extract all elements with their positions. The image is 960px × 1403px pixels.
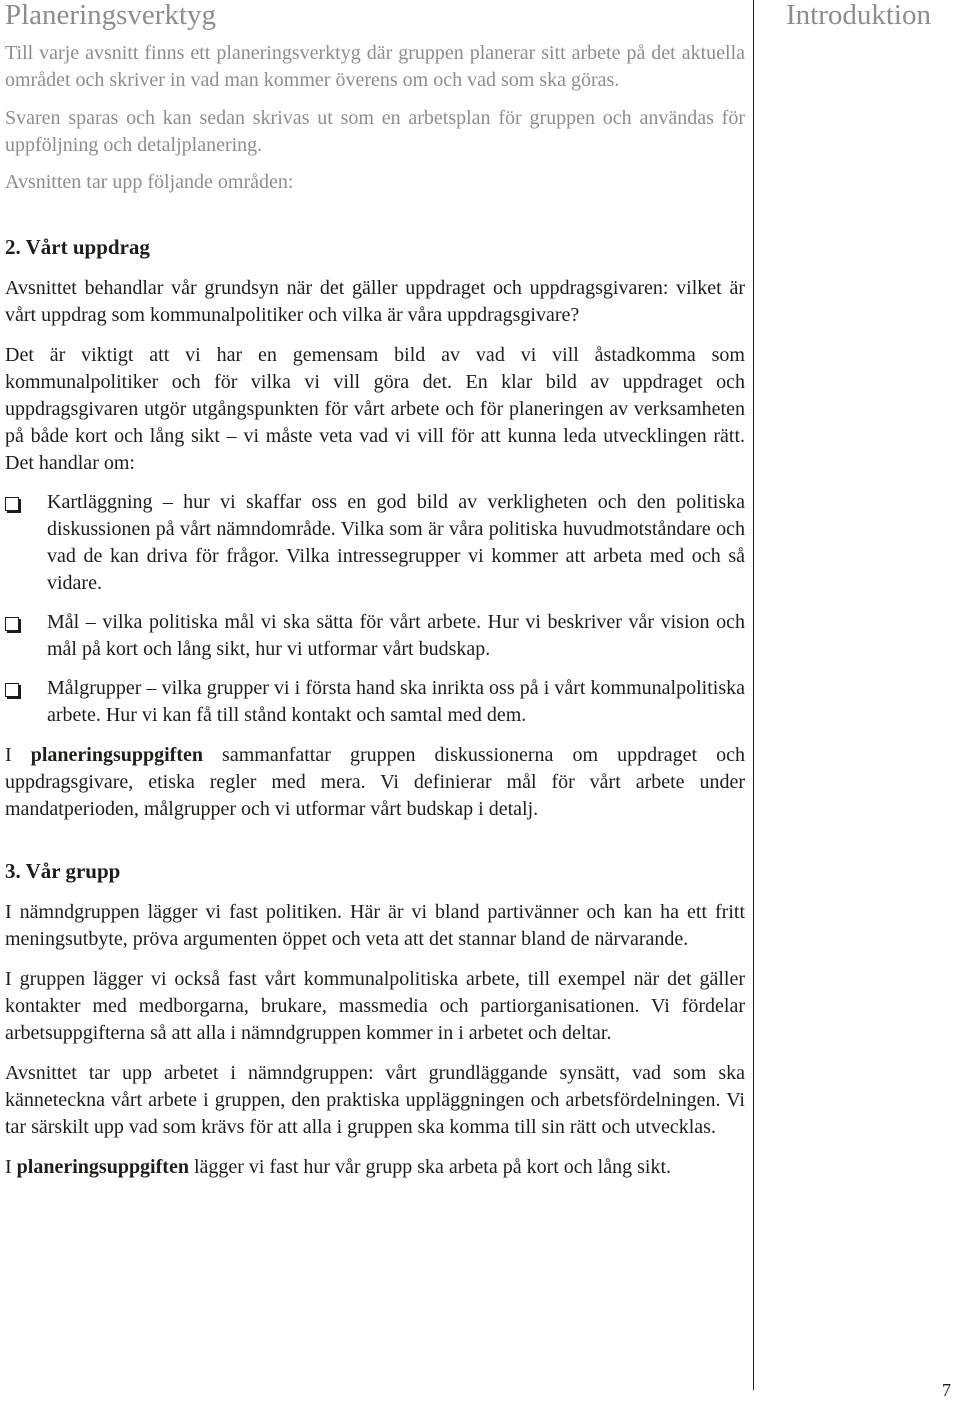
list-item-text: Målgrupper – vilka grupper vi i första hand ska inrikta oss på i vårt kommunalpolitiska arbete. Hur vi kan få till stånd kontakt och samtal med dem. [47, 677, 745, 726]
list-item-text: Kartläggning – hur vi skaffar oss en god bild av verkligheten och den politiska diskussionen på vårt nämndområde. Vilka som är våra politiska huvudmotståndare och vad de kan driva för frågor. Vilka intressegrupper vi kommer att arbeta med och så vidare. [47, 491, 745, 594]
intro-paragraph-2: Svaren sparas och kan sedan skrivas ut som en arbetsplan för gruppen och användas för uppföljning och detaljplanering. [5, 107, 745, 156]
planeringsuppgiften-term: planeringsuppgiften [16, 1156, 189, 1178]
section-2-bullet-list [5, 489, 745, 729]
intro-paragraph-3: Avsnitten tar upp följande områden: [5, 171, 294, 193]
page-number: 7 [942, 1380, 951, 1400]
section-3-paragraph-4-prefix: I [5, 1156, 17, 1178]
planeringsuppgiften-term: planeringsuppgiften [30, 744, 203, 766]
section-3-paragraph-3: Avsnittet tar upp arbetet i nämndgruppen: vårt grundläggande synsätt, vad som ska känneteckna vårt arbete i gruppen, den praktiska uppläggningen och arbetsfördelningen. Vi tar särskilt upp vad som krävs för att alla i gruppen ska komma till sin rätt och utvecklas. [5, 1062, 745, 1138]
list-item [5, 609, 745, 663]
list-item-text: Mål – vilka politiska mål vi ska sätta för vårt arbete. Hur vi beskriver vår vision och mål på kort och lång sikt, hur vi utformar vårt budskap. [47, 611, 745, 660]
section-3-paragraph-1: I nämndgruppen lägger vi fast politiken. Här är vi bland partivänner och kan ha ett fritt meningsutbyte, pröva argumenten öppet och veta att det stannar bland de närvarande. [5, 901, 745, 950]
checkbox-bullet-icon [5, 683, 19, 697]
section-2-paragraph-1: Avsnittet behandlar vår grundsyn när det gäller uppdraget och uppdragsgivaren: vilket är vårt uppdrag som kommunalpolitiker och vilka är våra uppdragsgivare? [5, 277, 745, 326]
checkbox-bullet-icon [5, 617, 19, 631]
section-3-paragraph-4-rest: lägger vi fast hur vår grupp ska arbeta på kort och lång sikt. [188, 1156, 672, 1178]
section-2-heading: 2. Vårt uppdrag [5, 235, 150, 259]
section-2-paragraph-3-prefix: I [5, 744, 31, 766]
section-tag: Introduktion [786, 0, 931, 31]
section-3-heading: 3. Vår grupp [5, 859, 121, 883]
section-2-paragraph-3-rest: sammanfattar gruppen diskussionerna om uppdraget och uppdragsgivare, etiska regler med mera. Vi definierar mål för vårt arbete under mandatperioden, målgrupper och vi utformar vårt budskap i detalj. [5, 744, 745, 820]
section-2-paragraph-2: Det är viktigt att vi har en gemensam bild av vad vi vill åstadkomma som kommunalpolitiker och för vilka vi vill göra det. En klar bild av uppdraget och uppdragsgivaren utgör utgångspunkten för vårt arbete och för planeringen av verksamheten på både kort och lång sikt – vi måste veta vad vi vill för att kunna leda utvecklingen rätt. Det handlar om: [5, 344, 745, 474]
section-3-paragraph-4 [5, 1154, 745, 1181]
section-3-paragraph-2: I gruppen lägger vi också fast vårt kommunalpolitiska arbete, till exempel när det gäller kontakter med medborgarna, brukare, massmedia och partiorganisationen. Vi fördelar arbetsuppgifterna så att alla i nämndgruppen kommer in i arbetet och deltar. [5, 968, 745, 1044]
intro-title: Planeringsverktyg [5, 0, 217, 31]
list-item [5, 675, 745, 729]
column-divider [753, 0, 754, 1390]
main-column [5, 0, 745, 1181]
checkbox-bullet-icon [5, 497, 19, 511]
intro-paragraph-1: Till varje avsnitt finns ett planeringsverktyg där gruppen planerar sitt arbete på det aktuella området och skriver in vad man kommer överens om och vad som ska göras. [5, 42, 745, 91]
list-item [5, 489, 745, 597]
section-2-paragraph-3 [5, 742, 745, 823]
